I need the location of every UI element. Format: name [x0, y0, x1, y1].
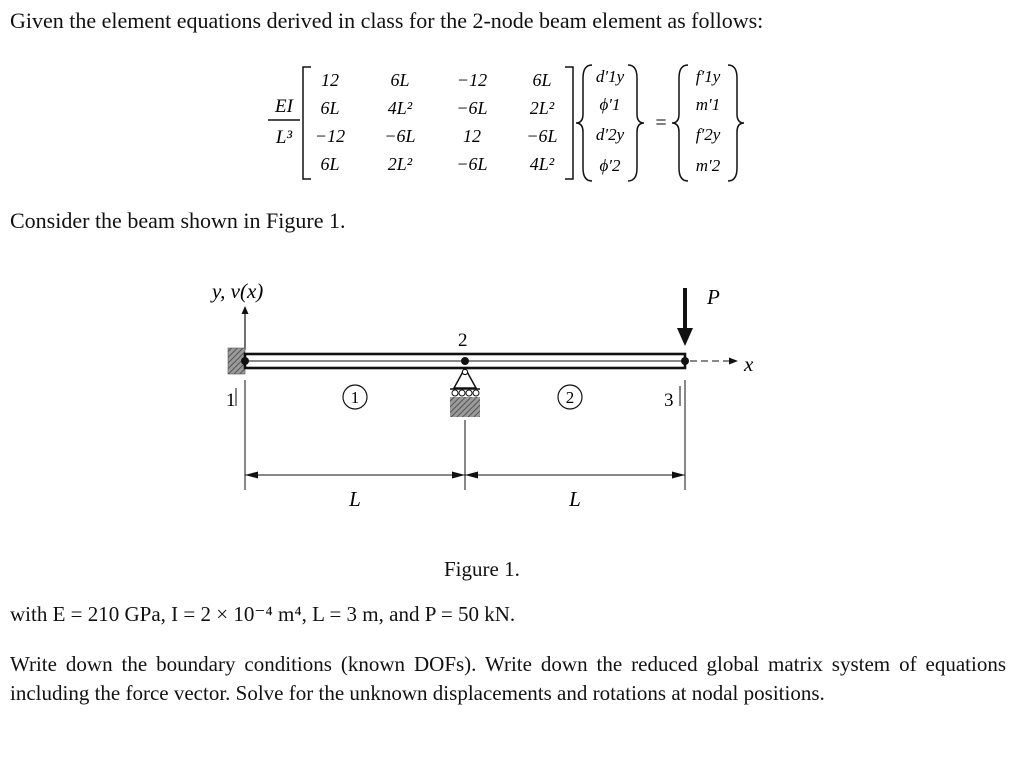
- force-entry: f′2y: [695, 125, 721, 144]
- dof-left-brace: [576, 65, 592, 181]
- matrix-cell: −12: [314, 126, 346, 146]
- span-label-1: L: [349, 487, 361, 511]
- dof-entry: d′2y: [595, 125, 625, 144]
- dof-vector: [596, 67, 625, 175]
- stiffness-matrix: [315, 70, 558, 174]
- matrix-cell: 2L²: [387, 154, 413, 174]
- force-entry: m′2: [695, 156, 721, 175]
- matrix-cell: 6L: [390, 70, 410, 90]
- force-left-brace: [672, 65, 688, 181]
- matrix-cell: 6L: [320, 154, 340, 174]
- element-label-2: 2: [565, 388, 575, 407]
- span-label-2: L: [569, 487, 581, 511]
- matrix-cell: −6L: [384, 126, 416, 146]
- beam-figure: [0, 268, 1024, 568]
- roller-support: [450, 368, 480, 417]
- matrix-right-bracket: [565, 67, 573, 179]
- dof-entry: ϕ′2: [599, 156, 621, 175]
- node-2-dot: [461, 357, 469, 365]
- matrix-cell: 12: [463, 126, 481, 146]
- prefactor-numerator: EI: [275, 96, 293, 117]
- prefactor-denominator: L³: [275, 127, 293, 148]
- matrix-cell: 12: [321, 70, 339, 90]
- node-label-1: 1: [226, 390, 236, 411]
- force-vector: [696, 67, 721, 175]
- load-label: P: [707, 285, 720, 309]
- y-axis-label: y, v(x): [212, 279, 264, 303]
- matrix-left-bracket: [303, 67, 311, 179]
- matrix-cell: −6L: [526, 126, 558, 146]
- matrix-cell: −6L: [456, 98, 488, 118]
- node-1-dot: [241, 357, 249, 365]
- intro-text: Given the element equations derived in class for the 2-node beam element as follows:: [10, 8, 764, 33]
- node-label-2: 2: [458, 330, 468, 351]
- force-right-brace: [728, 65, 744, 181]
- node-3-dot: [681, 357, 689, 365]
- given-values: with E = 210 GPa, I = 2 × 10⁻⁴ m⁴, L = 3 m, and P = 50 kN.: [10, 602, 516, 626]
- dof-entry: d′1y: [595, 67, 625, 86]
- consider-text: Consider the beam shown in Figure 1.: [10, 208, 346, 233]
- dof-right-brace: [628, 65, 644, 181]
- load-arrowhead: [677, 328, 693, 346]
- element-label-1: 1: [350, 388, 360, 407]
- x-axis-label: x: [744, 352, 754, 376]
- node-label-3: 3: [664, 390, 674, 411]
- matrix-cell: 2L²: [529, 98, 555, 118]
- matrix-cell: 6L: [320, 98, 340, 118]
- task-text: Write down the boundary conditions (known DOFs). Write down the reduced global matrix system of equations including the force vector. Solve for the unknown displacements and rotations at nodal positions.: [10, 652, 1006, 705]
- x-axis-arrowhead: [729, 358, 738, 365]
- matrix-cell: 6L: [532, 70, 552, 90]
- matrix-cell: 4L²: [387, 98, 413, 118]
- dof-entry: ϕ′1: [599, 95, 621, 114]
- force-entry: f′1y: [695, 67, 721, 86]
- force-entry: m′1: [695, 95, 721, 114]
- figure-caption: Figure 1.: [444, 557, 520, 581]
- matrix-cell: −12: [456, 70, 488, 90]
- matrix-cell: 4L²: [529, 154, 555, 174]
- equals-sign: =: [655, 112, 667, 134]
- y-axis-arrowhead: [242, 306, 249, 314]
- matrix-cell: −6L: [456, 154, 488, 174]
